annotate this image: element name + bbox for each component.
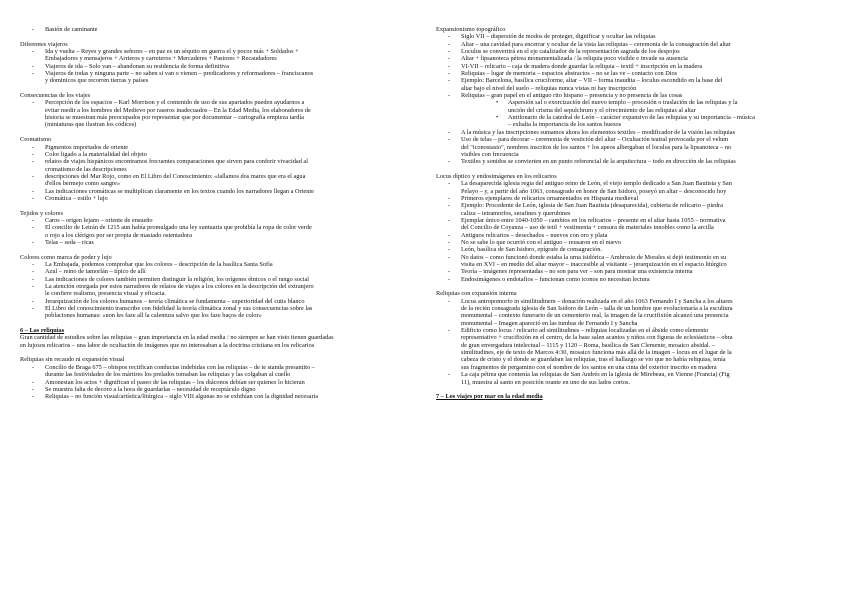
list-item-line: - Teoría – imágenes representadas – no son para ver – son para mostrar una existencia interna bbox=[461, 268, 693, 276]
list-item bbox=[20, 195, 420, 202]
list-item bbox=[436, 371, 836, 386]
spacer bbox=[20, 320, 420, 327]
list-item-line: - Endosimágenes o endotafios – funcionan como iconos no necesitan lectura bbox=[461, 275, 650, 283]
list-item bbox=[20, 386, 420, 393]
list-item-line: - Percepción de los espacios – Karl Morrison y el contenido de uso de sus apartados pueden ayudarnos a bbox=[45, 99, 305, 107]
list-item-line: - Bastón de caminante bbox=[45, 26, 98, 33]
list-item-line: - La Embajada, podemos comprobar que los colores – descripción de la basílica Santa Sofía bbox=[45, 261, 273, 268]
list-item-line: similitudines, eje de texto de Marcos 4:30, mosaico funciona más allá de la imagen – locus en el lugar de la bbox=[461, 349, 732, 357]
list-item bbox=[20, 48, 420, 63]
list-item bbox=[436, 63, 836, 70]
bullet-list bbox=[20, 261, 420, 320]
list-item bbox=[436, 70, 836, 77]
list-item-line: - Cromática – estilo + lujo bbox=[45, 194, 108, 202]
bullet-list bbox=[20, 364, 420, 401]
list-item-line: - Ejemplo: Barcelona, basílica cruciforme, altar – VII – forma inaudita – loculus escondido en la base del bbox=[461, 77, 723, 85]
spacer bbox=[20, 246, 420, 253]
list-item-line: Pelayo – y, a partir del año 1063, consagrado en honor de San Isidoro, poseyó un altar – desconocido hoy bbox=[461, 187, 727, 195]
list-item-line: - Loculus se convertirá en el eje catalizador de la representación sagrada de los despojos bbox=[461, 48, 680, 56]
subheading: Colores como marca de poder y lujo bbox=[20, 253, 112, 261]
list-item-line: - Locus antropomorfo in similitudinem – donación realizada en el año 1063 Fernando I y Sancha a los altares bbox=[461, 297, 733, 305]
bullet-list bbox=[436, 180, 836, 283]
list-item-line: - Primeros ejemplares de relicarios ornamentados en Hispania medieval bbox=[461, 194, 639, 202]
left-column bbox=[20, 26, 420, 401]
list-item-line: - Uso de telas – para decorar – ceremonia de vestición del altar – Ocultación teatral provocada por el velum bbox=[461, 136, 729, 144]
list-item-line: - Ejemplar único entre 1040-1050 – cambios en los relicarios – presente en el altar hasta 1055 – normativa bbox=[461, 216, 726, 224]
subheading: Expansionismo topográfico bbox=[436, 26, 506, 33]
right-column bbox=[436, 26, 836, 401]
list-item-line: unción del crisma del sepulchrum y el ofrecimiento de las reliquias al altar bbox=[508, 106, 696, 114]
list-item-line: - El concilio de Letrán de 1215 aun había promulgado una ley suntuaria que prohibía la ropa de color verde bbox=[45, 224, 312, 232]
list-item-line: poblaciones humanas: «non les faze all la calentura salvo que los faze baços de color» bbox=[45, 312, 262, 320]
subheading: Locus díptico y endosimágenes en los relicarios bbox=[436, 172, 557, 180]
list-item bbox=[436, 195, 836, 202]
list-item bbox=[20, 379, 420, 386]
list-item bbox=[436, 77, 836, 92]
list-item bbox=[436, 202, 836, 217]
subheading: Reliquias con expansión interna bbox=[436, 290, 517, 298]
list-item-line: durante las festividades de los mártires los prelados tomaban las reliquias y las colgaban al cuello bbox=[45, 371, 291, 379]
list-item bbox=[20, 239, 420, 246]
list-item-line: - Edificio como locus / relicario ad similitudines – reliquias localizadas en el ábside como elemento bbox=[461, 327, 709, 335]
list-item-line: - Reliquias – gran papel en el antiguo rito hispano – presencia y no presencia de las cosas bbox=[461, 92, 683, 100]
list-item-line: - Concilio de Braga 675 – obispos rectifican conductas indebidas con las reliquias – de te standa presantito – bbox=[45, 363, 315, 371]
list-item-line: - Color ligado a la materialidad del objeto bbox=[45, 150, 147, 158]
list-item bbox=[20, 158, 420, 173]
list-item bbox=[436, 180, 836, 195]
list-item-line: sus fragmentos de pergamino con el nombre de los santos en una cinta del exterior inscrito en madera bbox=[461, 363, 717, 371]
list-item-line: visibles con frecuencia bbox=[461, 150, 519, 158]
paragraph-line: Gran cantidad de estudios sobre las reliquias – gran importancia en la edad media / no siempre se han visto tienen guardadas bbox=[20, 334, 334, 342]
list-item bbox=[436, 246, 836, 253]
list-item-line: - Viajeros de ida – Solo van – abandonan su residencia de forma definitiva bbox=[45, 62, 229, 70]
list-item-line: - Las indicaciones de colores también permiten distinguir la religión, los orígenes étnicos o el rango social bbox=[45, 275, 310, 283]
list-item-line: del "iconostasio", nombres inscritos de los santos + los apeos albergaban el loculus para la lipsanoteca – no bbox=[461, 143, 732, 151]
subheading: Consecuencias de los viajes bbox=[20, 92, 91, 100]
bullet-list bbox=[436, 298, 836, 386]
paragraph bbox=[20, 334, 420, 349]
list-item-line: (miniaturas que ilustran los códices) bbox=[45, 121, 137, 129]
list-item bbox=[20, 261, 420, 268]
list-item bbox=[436, 55, 836, 62]
list-item-line: • Aspersión sal o exorcización del nuevo templo – procesión o traslación de las reliquias y la bbox=[508, 99, 738, 107]
bullet-list bbox=[20, 26, 420, 33]
list-item bbox=[20, 393, 420, 400]
list-item-line: - León, basílica de San Isidoro, epígrafe de consagración. bbox=[461, 246, 602, 254]
subheading: Cromatismo bbox=[20, 136, 52, 144]
list-item bbox=[20, 151, 420, 158]
paragraph-line: en lujosos relicarios – una labor de ocultación de imágenes que no interesaban a la doctrina cristiana en los relicarios bbox=[20, 341, 315, 349]
list-item bbox=[20, 188, 420, 195]
bullet-list bbox=[20, 99, 420, 128]
spacer bbox=[436, 283, 836, 290]
list-item-line: • Antifonario de la catedral de León – carácter expansivo de las reliquias y su importancia – música bbox=[508, 114, 755, 122]
list-item-line: - Jerarquización de los colores humanos – teoría climática se fundamenta – superioridad del cutis blanco bbox=[45, 297, 305, 305]
list-item bbox=[436, 33, 836, 40]
list-item-line: altar bajo el nivel del suelo – reliquias nunca vistas ni hay inscripción bbox=[461, 84, 637, 92]
list-item-line: - Ida y vuelta – Reyes y grandes señores – en paz es un séquito en guerra el y pocos más + Soldados + bbox=[45, 48, 299, 56]
list-item-line: - Reliquias – lugar de memoria – espacios abstractos – no se las ve – contacto con Dios bbox=[461, 70, 678, 78]
list-item-line: - Se muestra falta de decoro a la hora de guardarlas – necesidad de receptáculo digno bbox=[45, 385, 256, 393]
sub-list-item bbox=[436, 114, 836, 129]
bullet-list bbox=[436, 33, 836, 165]
list-item-line: visita en XVI – en medio del altar mayor – inaccesible al visitante – jerarquización en el espacio litúrgico bbox=[461, 261, 727, 268]
list-item bbox=[20, 99, 420, 128]
list-item bbox=[436, 298, 836, 327]
list-item bbox=[436, 232, 836, 239]
subheading: Diferentes viajeros bbox=[20, 40, 68, 48]
list-item bbox=[436, 129, 836, 136]
subheading: Tejidos y colores bbox=[20, 209, 63, 217]
spacer bbox=[436, 386, 836, 393]
list-item-line: Embajadores y mensajeros + Arrieros y carreteros + Mercaderes + Pastores + Recaudadores bbox=[45, 55, 277, 63]
list-item-line: - Ejemplo: Procedente de León, iglesia de San Juan Bautista (desaparecida), cubierta de relicario – piedra bbox=[461, 202, 723, 210]
list-item bbox=[436, 158, 836, 165]
list-item-line: monumental – Imagen apareció en las tumbas de Fernando I y Sancha bbox=[461, 319, 638, 327]
list-item-line: - El Libro del conoscimiento transcribe con fidelidad la teoría climática zonal y sus consecuencias sobre las bbox=[45, 305, 313, 313]
spacer bbox=[20, 33, 420, 40]
list-item bbox=[436, 217, 836, 232]
list-item-line: - descripciones del Mar Rojo, como en El Libro del Conoscimiento: «fallamos dos mares que era el agua bbox=[45, 172, 306, 180]
spacer bbox=[20, 85, 420, 92]
list-item-line: de gran envergadura intelectual – 1115 y 1120 – Roma, basílica de San Clemente, mosaico absidal. – bbox=[461, 341, 715, 349]
list-item-line: - Pigmentos importados de oriente bbox=[45, 143, 129, 151]
list-item-line: - Textiles y sonidos se convierten en un punto referencial de la arquitectura – todo en dirección de las reliquias bbox=[461, 158, 736, 166]
list-item bbox=[20, 63, 420, 70]
list-item bbox=[20, 70, 420, 85]
list-item bbox=[436, 41, 836, 48]
list-item-line: - VI-VII – relicario – caja de madera donde guardar la reliquia – textil + inscripción en la madera bbox=[461, 62, 703, 70]
list-item bbox=[436, 276, 836, 283]
list-item-line: - A la música y las inscripciones sumamos ahora los elementos textiles – modificador de la visión las reliquias bbox=[461, 128, 736, 136]
list-item-line: historia se muestran más preocupados por representar que por documentar – cartografía empieza tardía bbox=[45, 114, 304, 122]
bullet-list bbox=[20, 48, 420, 85]
list-item bbox=[20, 305, 420, 320]
list-item-line: - La desaparecida iglesia regia del antiguo reino de León, el viejo templo dedicado a San Juan Bautista y San bbox=[461, 180, 732, 188]
list-item bbox=[20, 144, 420, 151]
list-item-line: - Azul – reino de tamorlán – típico de allí bbox=[45, 268, 146, 276]
list-item-line: le confiere realismo, presencia visual y eficacia. bbox=[45, 290, 166, 298]
bullet-list bbox=[20, 144, 420, 203]
list-item-line: - Antiguos relicarios – desechados – nuevos con oro y plata bbox=[461, 231, 608, 239]
list-item-line: de la recién consagrada iglesia de San Isidoro de León – talla de un hombre que evolucionaría a la escultura bbox=[461, 305, 733, 313]
list-item bbox=[436, 327, 836, 371]
list-item-line: - Caros – origen lejano – oriente de ensueño bbox=[45, 216, 153, 224]
list-item-line: evitar medir a los hombres del Medievo por raseros inadecuados – En la Edad Media, los elaboradores de bbox=[45, 106, 311, 114]
list-item bbox=[436, 268, 836, 275]
list-item-line: - No datos – como funcionó donde estaba la urna isidórica – Ambrosio de Morales si dejó testimonio en su bbox=[461, 253, 727, 261]
spacer bbox=[20, 129, 420, 136]
list-item-line: - Altar – una cavidad para encerrar y ocultar de la vista las reliquias – ceremonia de la consagración del altar bbox=[461, 40, 731, 48]
list-item bbox=[20, 276, 420, 283]
list-item bbox=[436, 92, 836, 99]
list-item bbox=[20, 217, 420, 224]
list-item bbox=[20, 298, 420, 305]
list-item-line: d'ellos bermejo como sangre» bbox=[45, 180, 121, 188]
sub-list-item bbox=[436, 99, 836, 114]
bullet-list bbox=[20, 217, 420, 246]
list-item-line: - Siglo VII – dispersión de modos de proteger, dignificar y ocultar las reliquias bbox=[461, 33, 656, 41]
list-item-line: cromatismo de las descripciones bbox=[45, 165, 127, 173]
list-item-line: - Telas – seda – ricas bbox=[45, 238, 94, 246]
list-item-line: representativo + crucifixión en el centro, de la base salen acantos y niños con figuras de eclesiásticos – obra bbox=[461, 334, 733, 342]
list-item bbox=[20, 283, 420, 298]
list-item-line: - Altar + lipsanoteca pétrea monumentalizada / la reliquia poco visible e invade su ausencia bbox=[461, 55, 688, 63]
list-item-line: del Concilio de Coyanza – uso de tetil + vestimenta + censura de materiales innobles como la arcilla bbox=[461, 224, 714, 232]
list-item-line: o rojo a los clérigos por ser propia de masiado ostentadora bbox=[45, 231, 192, 239]
list-item-line: - No se sabe lo que ocurrió con el antiguo – reusaron en el nuevo bbox=[461, 238, 621, 246]
list-item-line: monumental – contexto funerario de un cementerio real, la imagen de la crucifixión alcanzó una presencia bbox=[461, 312, 729, 320]
section-title: 6 – Las reliquias bbox=[20, 327, 65, 335]
list-item bbox=[20, 268, 420, 275]
subheading: Reliquias sin recaudo ni expansión visual bbox=[20, 356, 125, 364]
list-item-line: – exhalta la importancia de los santos huesos bbox=[508, 121, 622, 129]
list-item-line: - La caja pétrea que contenía las reliquias de San Andrés en la iglesia de Mirebeau, en Vienne (Francia) (Fig bbox=[461, 371, 730, 379]
list-item bbox=[436, 136, 836, 158]
list-item bbox=[20, 224, 420, 239]
list-item bbox=[20, 173, 420, 188]
list-item bbox=[20, 364, 420, 379]
section-title: 7 – Los viajes por mar en la edad media bbox=[436, 393, 543, 401]
list-item-line: - La atención otorgada por estos narradores de relatos de viajes a los colores en la descripción del extranjero bbox=[45, 283, 314, 291]
list-item bbox=[436, 48, 836, 55]
list-item-line: y dominicos que recorren tierras y países bbox=[45, 77, 149, 85]
list-item-line: - Viajeros de todas y ninguna parte – no saben si van o vienen – predicadores y reformadores – franciscanos bbox=[45, 70, 314, 78]
list-item-line: - Reliquias – no función visual/artística/litúrgica – siglo VIII algunas no se exhibían con la dignidad necesaria bbox=[45, 393, 319, 401]
list-item bbox=[436, 239, 836, 246]
list-item-line: - Amonestan los actos + dignifican el paseo de las reliquias – los diáconos debían ser quienes lo hicieran bbox=[45, 378, 305, 386]
spacer bbox=[20, 202, 420, 209]
list-item-line: cabeza de cristo y el donde se guardaban las reliquias, tras el hallazgo se vio que no había reliquias, tenía bbox=[461, 356, 726, 364]
list-item-line: caliza – tetramorfos, serafines y querubines bbox=[461, 209, 571, 217]
list-item-line: - Las indicaciones cromáticas se multiplican claramente en los textos cuando los narradores llegan a Oriente bbox=[45, 187, 314, 195]
list-item bbox=[436, 254, 836, 269]
spacer bbox=[20, 349, 420, 356]
list-item-line: - relatos de viajes hispánicos encontramos frecuentes comparaciones que sirven para conferir vivacidad al bbox=[45, 158, 308, 166]
list-item-line: 11), muestra al santo en posición orante en uno de sus lados cortos. bbox=[461, 378, 631, 386]
spacer bbox=[436, 166, 836, 173]
list-item bbox=[20, 26, 420, 33]
